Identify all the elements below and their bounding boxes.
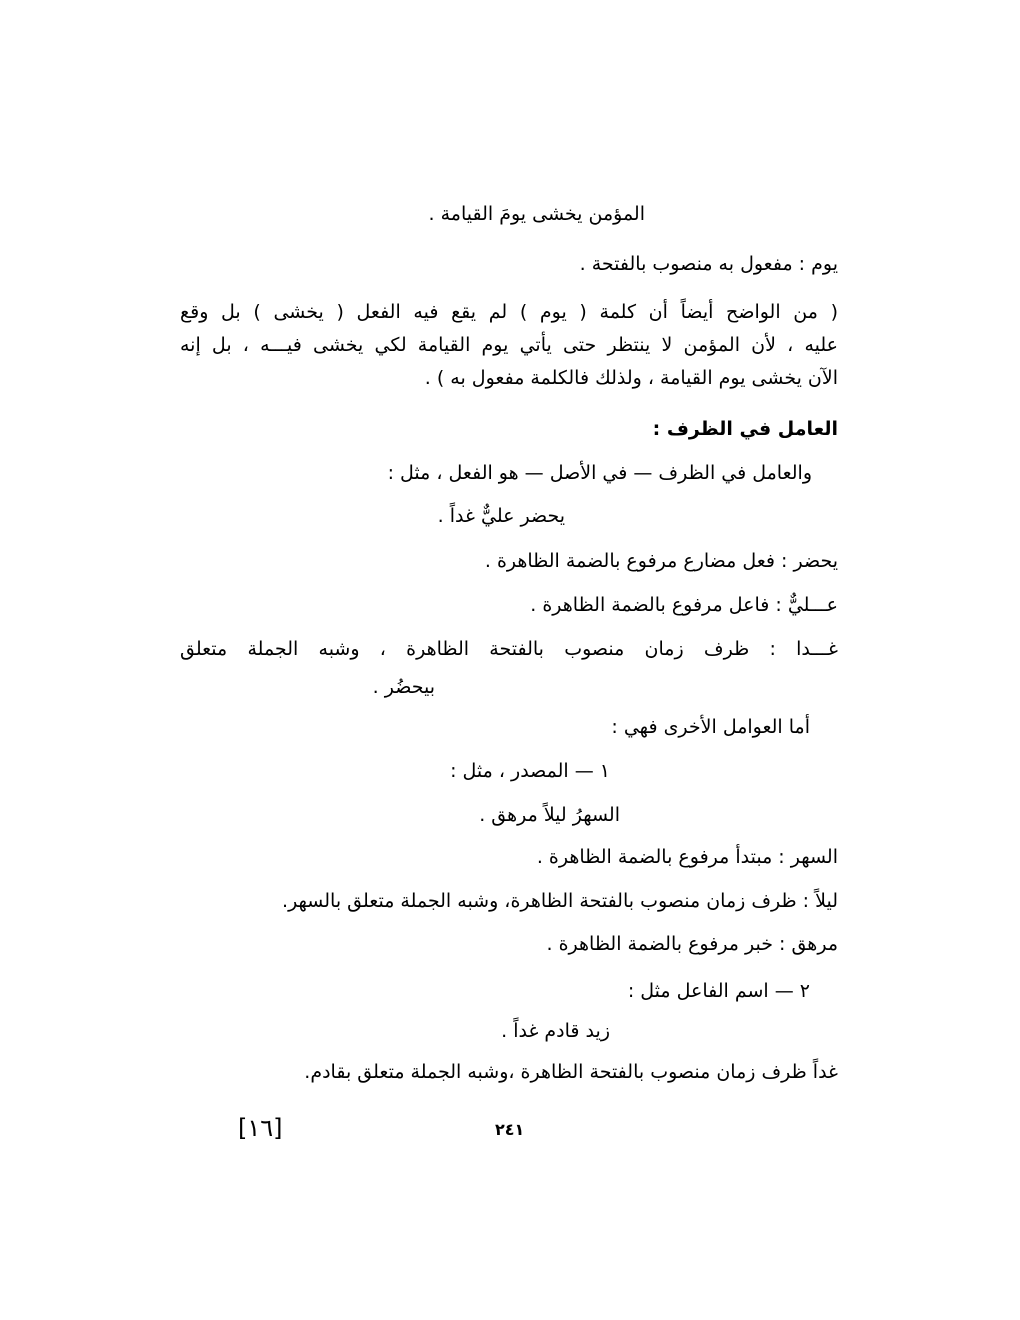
list-item: ٢ — اسم الفاعل مثل : <box>627 980 810 1002</box>
parse-line: غداً ظرف زمان منصوب بالفتحة الظاهرة ،وشبه الجملة متعلق بقادم. <box>304 1061 838 1083</box>
parse-line: غـــدا : ظرف زمان منصوب بالفتحة الظاهرة ، وشبه الجملة متعلق <box>180 638 838 660</box>
section-number: [١٦] <box>238 1114 283 1142</box>
page-number: ٢٤١ <box>495 1120 525 1139</box>
example-sentence: المؤمن يخشى يومَ القيامة . <box>428 203 645 225</box>
parse-line: مرهق : خبر مرفوع بالضمة الظاهرة . <box>546 933 838 955</box>
note-line: الآن يخشى يوم القيامة ، ولذلك فالكلمة مفعول به ) . <box>424 367 838 389</box>
parse-line: ليلاً : ظرف زمان منصوب بالفتحة الظاهرة، وشبه الجملة متعلق بالسهر. <box>282 890 838 912</box>
example-sentence: السهرُ ليلاً مرهق . <box>479 804 620 826</box>
parse-line: يوم : مفعول به منصوب بالفتحة . <box>579 253 838 275</box>
paragraph: أما العوامل الأخرى فهي : <box>611 716 810 738</box>
section-heading: العامل في الظرف : <box>652 418 838 440</box>
example-sentence: زيد قادم غداً . <box>501 1020 610 1042</box>
parse-line: السهر : مبتدأ مرفوع بالضمة الظاهرة . <box>536 846 838 868</box>
parse-line: عـــليٌّ : فاعل مرفوع بالضمة الظاهرة . <box>530 594 838 616</box>
note-line: ( من الواضح أيضاً أن كلمة ( يوم ) لم يقع فيه الفعل ( يخشى ) بل وقع <box>180 301 838 323</box>
note-line: عليه ، لأن المؤمن لا ينتظر حتى يأتي يوم القيامة لكي يخشى فيـــه ، بل إنه <box>180 334 838 356</box>
example-sentence: يحضر عليٌّ غداً . <box>437 505 565 527</box>
paragraph: والعامل في الظرف — في الأصل — هو الفعل ، مثل : <box>387 462 812 484</box>
list-item: ١ — المصدر ، مثل : <box>450 760 610 782</box>
parse-line-continued: بيحضُر . <box>372 676 435 698</box>
parse-line: يحضر : فعل مضارع مرفوع بالضمة الظاهرة . <box>484 550 838 572</box>
